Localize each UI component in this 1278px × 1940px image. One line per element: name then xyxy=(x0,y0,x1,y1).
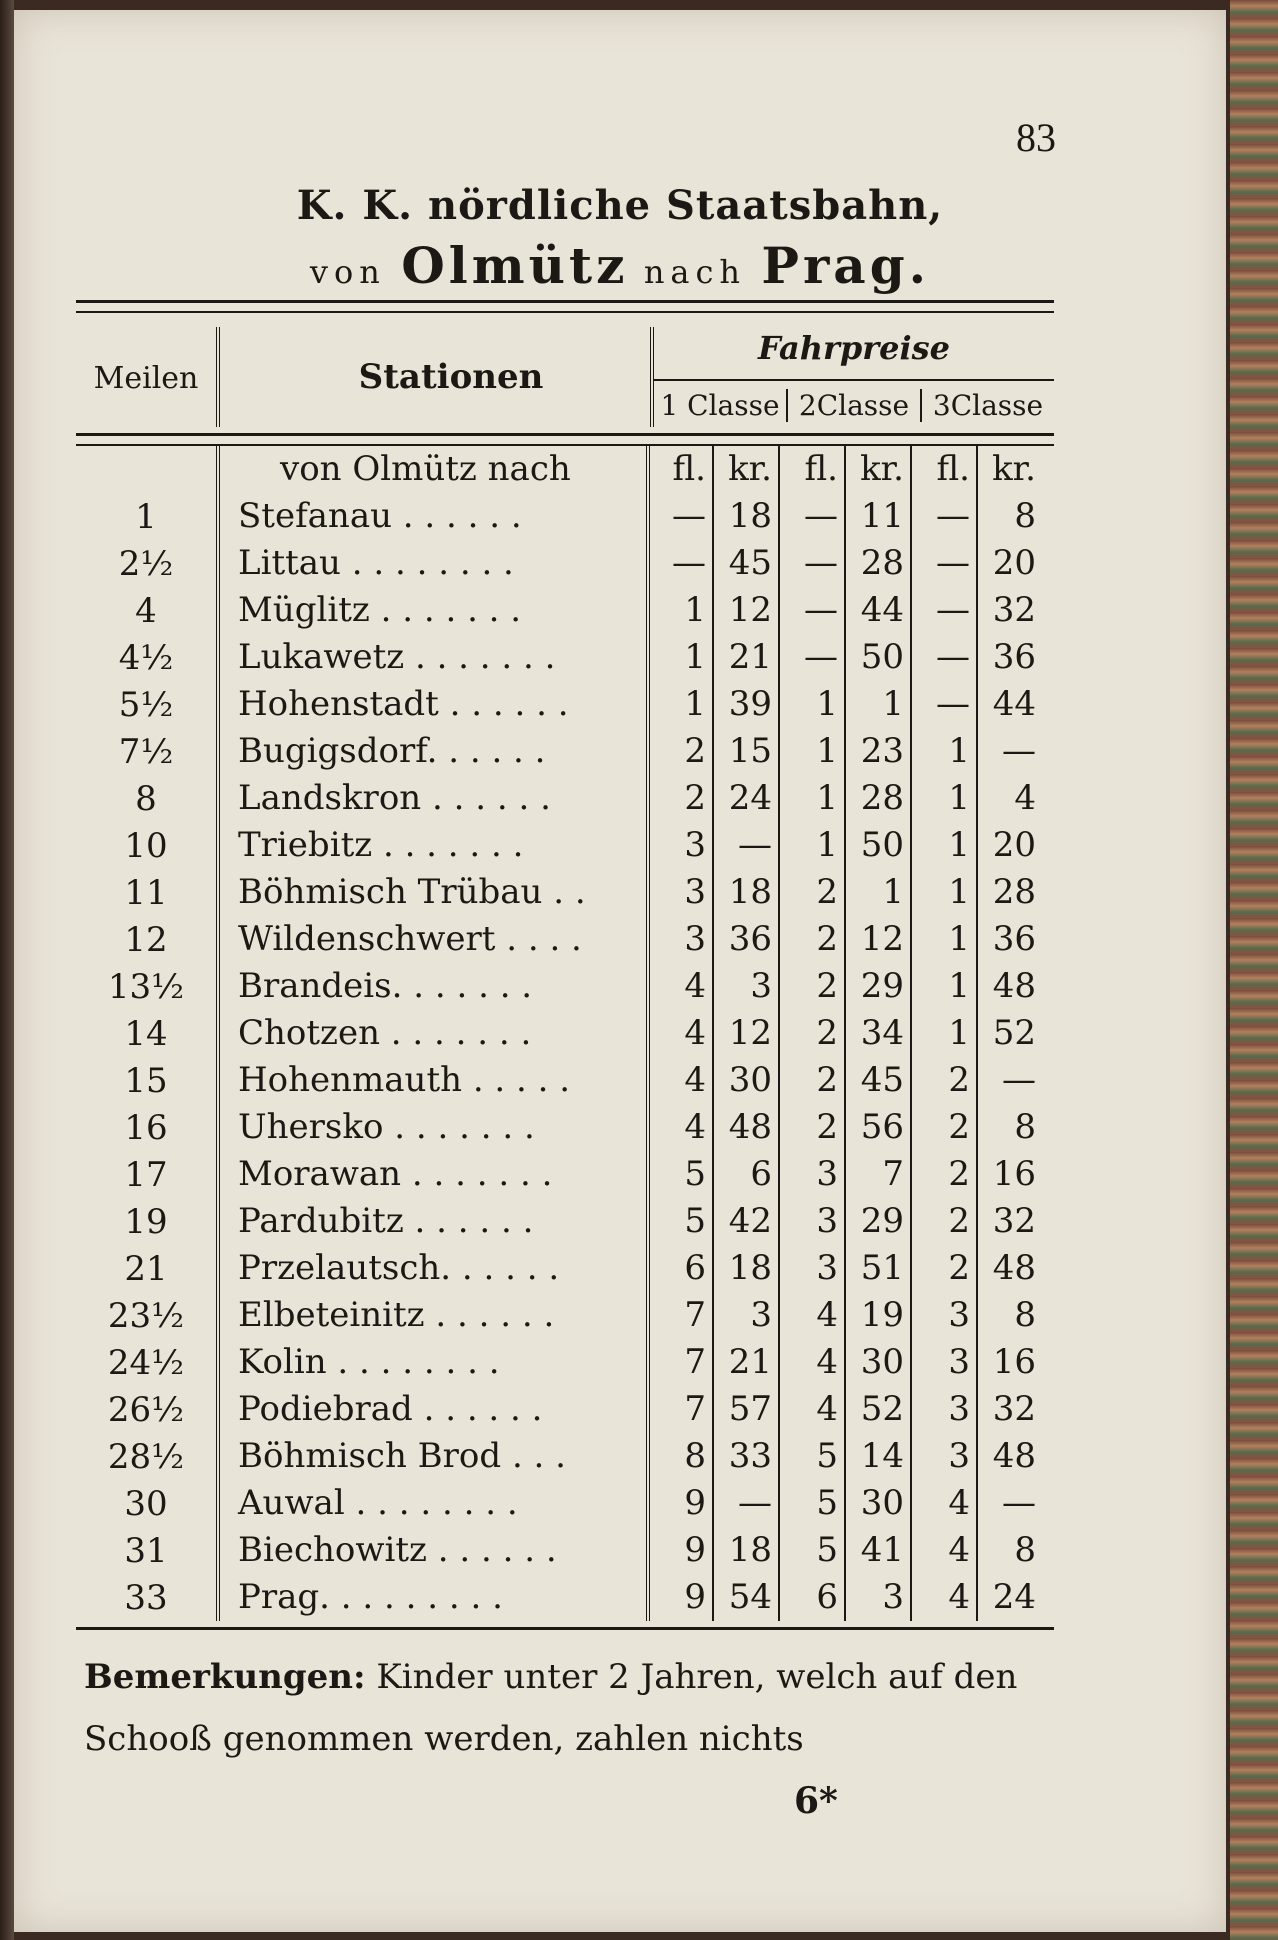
row-meilen: 4 xyxy=(135,590,157,631)
row-class1-kr: 42 xyxy=(712,1198,778,1245)
row-class1-kr: 36 xyxy=(712,916,778,963)
row-class2-kr: 1 xyxy=(844,869,910,916)
table-row xyxy=(76,1292,1054,1339)
row-class3-kr: 24 xyxy=(976,1574,1042,1621)
table-row xyxy=(76,634,1054,681)
row-station: Auwal . . . . . . . . xyxy=(216,1480,646,1527)
row-class3-kr: 52 xyxy=(976,1010,1042,1057)
row-class2-fl: 4 xyxy=(778,1339,844,1386)
row-meilen: 31 xyxy=(124,1530,168,1571)
row-class1-kr: 45 xyxy=(712,540,778,587)
subheader-fl: fl. xyxy=(910,446,976,493)
header-divider xyxy=(216,327,220,427)
header-class-3: 3Classe xyxy=(920,389,1054,422)
title-to: Prag. xyxy=(761,236,931,295)
row-class3-kr: — xyxy=(976,728,1042,775)
table-row xyxy=(76,775,1054,822)
row-class3-fl: 3 xyxy=(910,1292,976,1339)
subheader-fl: fl. xyxy=(646,446,712,493)
row-class1-kr: 15 xyxy=(712,728,778,775)
row-class2-kr: 1 xyxy=(844,681,910,728)
table-row xyxy=(76,869,1054,916)
row-meilen: 12 xyxy=(124,919,168,960)
row-class1-fl: 5 xyxy=(646,1151,712,1198)
row-class1-kr: 18 xyxy=(712,869,778,916)
row-class2-kr: 30 xyxy=(844,1339,910,1386)
table-row xyxy=(76,963,1054,1010)
table-subheader-row xyxy=(76,446,1054,493)
remarks-text: Kinder unter 2 Jahren, welch auf den Schooß genommen werden, zahlen nichts xyxy=(84,1657,1018,1759)
row-station: Morawan . . . . . . . xyxy=(216,1151,646,1198)
row-class1-fl: 5 xyxy=(646,1198,712,1245)
row-meilen: 10 xyxy=(124,825,168,866)
page-number: 83 xyxy=(1016,115,1056,160)
row-meilen: 33 xyxy=(124,1577,168,1618)
row-class1-kr: 6 xyxy=(712,1151,778,1198)
row-meilen: 15 xyxy=(124,1060,168,1101)
table-row xyxy=(76,1057,1054,1104)
book-page xyxy=(14,10,1226,1932)
row-meilen: 30 xyxy=(124,1483,168,1524)
row-station: Hohenstadt . . . . . . xyxy=(216,681,646,728)
table-header xyxy=(76,313,1054,433)
table-row xyxy=(76,1104,1054,1151)
row-class3-kr: 32 xyxy=(976,587,1042,634)
row-class1-fl: 8 xyxy=(646,1433,712,1480)
row-class3-fl: 3 xyxy=(910,1386,976,1433)
row-class3-fl: — xyxy=(910,681,976,728)
row-class1-fl: 1 xyxy=(646,634,712,681)
row-class3-kr: 36 xyxy=(976,634,1042,681)
row-class1-fl: 9 xyxy=(646,1527,712,1574)
row-meilen: 13½ xyxy=(107,966,185,1007)
row-class1-kr: 54 xyxy=(712,1574,778,1621)
row-class1-fl: 4 xyxy=(646,1057,712,1104)
row-class1-kr: — xyxy=(712,822,778,869)
row-class3-kr: 32 xyxy=(976,1386,1042,1433)
row-class1-fl: 9 xyxy=(646,1574,712,1621)
table-row xyxy=(76,728,1054,775)
row-class2-fl: — xyxy=(778,540,844,587)
row-class1-fl: 2 xyxy=(646,728,712,775)
title-line-1: K. K. nördliche Staatsbahn, xyxy=(296,182,944,229)
header-class-1: 1 Classe xyxy=(660,389,780,422)
row-class3-fl: 1 xyxy=(910,963,976,1010)
row-class2-fl: 2 xyxy=(778,963,844,1010)
row-meilen: 5½ xyxy=(118,684,174,725)
row-class3-kr: 4 xyxy=(976,775,1042,822)
row-class3-kr: 48 xyxy=(976,1433,1042,1480)
row-station: Bugigsdorf. . . . . . xyxy=(216,728,646,775)
row-class3-kr: 16 xyxy=(976,1151,1042,1198)
row-meilen: 26½ xyxy=(107,1389,185,1430)
subheader-kr: kr. xyxy=(844,446,910,493)
remarks-label: Bemerkungen: xyxy=(84,1657,366,1697)
row-meilen: 24½ xyxy=(107,1342,185,1383)
row-meilen: 4½ xyxy=(118,637,174,678)
row-class1-kr: — xyxy=(712,1480,778,1527)
row-class1-fl: — xyxy=(646,493,712,540)
row-class2-kr: 45 xyxy=(844,1057,910,1104)
row-class3-kr: 20 xyxy=(976,540,1042,587)
row-station: Podiebrad . . . . . . xyxy=(216,1386,646,1433)
row-class1-kr: 18 xyxy=(712,1245,778,1292)
row-station: Böhmisch Trübau . . xyxy=(216,869,646,916)
row-class2-kr: 50 xyxy=(844,634,910,681)
row-class1-kr: 3 xyxy=(712,1292,778,1339)
table-row xyxy=(76,1386,1054,1433)
row-class2-fl: 5 xyxy=(778,1527,844,1574)
row-class1-kr: 24 xyxy=(712,775,778,822)
table-row xyxy=(76,1433,1054,1480)
row-class1-fl: 7 xyxy=(646,1386,712,1433)
row-class1-fl: 4 xyxy=(646,1010,712,1057)
row-station: Pardubitz . . . . . . xyxy=(216,1198,646,1245)
row-class1-kr: 48 xyxy=(712,1104,778,1151)
table-row xyxy=(76,1527,1054,1574)
row-class2-fl: 2 xyxy=(778,1104,844,1151)
row-meilen: 17 xyxy=(124,1154,168,1195)
header-stationen: Stationen xyxy=(358,357,544,397)
row-class3-kr: — xyxy=(976,1480,1042,1527)
row-class2-fl: — xyxy=(778,493,844,540)
row-class2-kr: 7 xyxy=(844,1151,910,1198)
row-class2-kr: 44 xyxy=(844,587,910,634)
row-class1-kr: 3 xyxy=(712,963,778,1010)
subheader-kr: kr. xyxy=(976,446,1042,493)
row-class3-fl: 2 xyxy=(910,1245,976,1292)
book-edge-left xyxy=(0,0,14,1940)
row-class2-fl: 1 xyxy=(778,728,844,775)
row-class3-fl: 1 xyxy=(910,916,976,963)
row-meilen: 14 xyxy=(124,1013,168,1054)
row-class2-fl: 1 xyxy=(778,822,844,869)
row-class1-fl: 4 xyxy=(646,1104,712,1151)
row-class2-fl: 1 xyxy=(778,681,844,728)
row-class1-kr: 21 xyxy=(712,1339,778,1386)
row-class1-kr: 39 xyxy=(712,681,778,728)
table-bottom-rule xyxy=(76,1627,1054,1630)
row-class2-fl: 5 xyxy=(778,1480,844,1527)
row-class2-fl: 2 xyxy=(778,1010,844,1057)
row-station: Prag. . . . . . . . . xyxy=(216,1574,646,1621)
header-class-2: 2Classe xyxy=(786,389,920,422)
row-class3-fl: 3 xyxy=(910,1339,976,1386)
row-class3-fl: 1 xyxy=(910,822,976,869)
row-class2-kr: 52 xyxy=(844,1386,910,1433)
row-class3-fl: 4 xyxy=(910,1480,976,1527)
row-station: Uhersko . . . . . . . xyxy=(216,1104,646,1151)
row-class3-kr: 16 xyxy=(976,1339,1042,1386)
row-class2-fl: 4 xyxy=(778,1386,844,1433)
row-class3-kr: 8 xyxy=(976,1104,1042,1151)
row-station: Wildenschwert . . . . xyxy=(216,916,646,963)
row-class3-fl: 1 xyxy=(910,1010,976,1057)
row-station: Triebitz . . . . . . . xyxy=(216,822,646,869)
table-row xyxy=(76,540,1054,587)
row-station: Elbeteinitz . . . . . . xyxy=(216,1292,646,1339)
row-class1-kr: 21 xyxy=(712,634,778,681)
row-meilen: 23½ xyxy=(107,1295,185,1336)
book-edge-right xyxy=(1230,0,1278,1940)
header-fahrpreise: Fahrpreise xyxy=(758,329,950,367)
row-class2-kr: 28 xyxy=(844,540,910,587)
row-class1-fl: 7 xyxy=(646,1292,712,1339)
subheader-kr: kr. xyxy=(712,446,778,493)
row-class2-fl: 6 xyxy=(778,1574,844,1621)
row-class2-fl: 4 xyxy=(778,1292,844,1339)
row-class1-fl: 3 xyxy=(646,822,712,869)
row-meilen: 16 xyxy=(124,1107,168,1148)
row-class3-fl: 2 xyxy=(910,1151,976,1198)
row-class1-fl: 9 xyxy=(646,1480,712,1527)
row-class3-kr: 48 xyxy=(976,1245,1042,1292)
table-row xyxy=(76,1339,1054,1386)
table-body xyxy=(76,446,1054,1621)
row-class2-kr: 29 xyxy=(844,963,910,1010)
row-class1-kr: 18 xyxy=(712,493,778,540)
row-class1-kr: 30 xyxy=(712,1057,778,1104)
row-class2-fl: — xyxy=(778,634,844,681)
row-class2-kr: 19 xyxy=(844,1292,910,1339)
row-class2-kr: 23 xyxy=(844,728,910,775)
row-meilen: 19 xyxy=(124,1201,168,1242)
row-class2-kr: 50 xyxy=(844,822,910,869)
fare-table xyxy=(76,300,1054,1630)
table-row xyxy=(76,681,1054,728)
signature-mark: 6* xyxy=(794,1780,838,1822)
row-class2-kr: 56 xyxy=(844,1104,910,1151)
row-station: Littau . . . . . . . . xyxy=(216,540,646,587)
table-row xyxy=(76,1480,1054,1527)
row-class3-fl: — xyxy=(910,493,976,540)
row-class1-kr: 12 xyxy=(712,1010,778,1057)
header-fahrpreise-rule xyxy=(654,379,1054,381)
row-class2-kr: 12 xyxy=(844,916,910,963)
row-class1-kr: 12 xyxy=(712,587,778,634)
row-class2-fl: 2 xyxy=(778,1057,844,1104)
row-class2-kr: 51 xyxy=(844,1245,910,1292)
row-class3-fl: 3 xyxy=(910,1433,976,1480)
row-meilen: 21 xyxy=(124,1248,168,1289)
row-class3-fl: 2 xyxy=(910,1057,976,1104)
row-class1-fl: 1 xyxy=(646,681,712,728)
row-class1-fl: 3 xyxy=(646,916,712,963)
row-class3-kr: 8 xyxy=(976,1292,1042,1339)
row-class3-fl: 4 xyxy=(910,1527,976,1574)
table-row xyxy=(76,1010,1054,1057)
table-row xyxy=(76,1151,1054,1198)
row-station: Böhmisch Brod . . . xyxy=(216,1433,646,1480)
row-station: Müglitz . . . . . . . xyxy=(216,587,646,634)
row-meilen: 7½ xyxy=(118,731,174,772)
table-header-rule xyxy=(76,433,1054,446)
table-row xyxy=(76,493,1054,540)
row-class1-fl: — xyxy=(646,540,712,587)
subheader-station: von Olmütz nach xyxy=(216,446,646,493)
title-nach: nach xyxy=(643,253,747,291)
row-class2-kr: 11 xyxy=(844,493,910,540)
row-station: Przelautsch. . . . . . xyxy=(216,1245,646,1292)
row-class3-kr: — xyxy=(976,1057,1042,1104)
row-class1-kr: 18 xyxy=(712,1527,778,1574)
row-class2-fl: 2 xyxy=(778,869,844,916)
row-class1-fl: 6 xyxy=(646,1245,712,1292)
row-class1-fl: 4 xyxy=(646,963,712,1010)
row-class3-kr: 8 xyxy=(976,493,1042,540)
row-class3-fl: 2 xyxy=(910,1104,976,1151)
row-class3-fl: 4 xyxy=(910,1574,976,1621)
table-row xyxy=(76,822,1054,869)
row-class2-kr: 30 xyxy=(844,1480,910,1527)
header-meilen: Meilen xyxy=(93,361,199,396)
row-class2-kr: 34 xyxy=(844,1010,910,1057)
row-class1-fl: 3 xyxy=(646,869,712,916)
title-line-2 xyxy=(14,236,1226,295)
table-row xyxy=(76,916,1054,963)
row-class2-kr: 29 xyxy=(844,1198,910,1245)
row-station: Hohenmauth . . . . . xyxy=(216,1057,646,1104)
row-class1-fl: 2 xyxy=(646,775,712,822)
row-meilen: 2½ xyxy=(118,543,174,584)
table-row xyxy=(76,1245,1054,1292)
row-station: Stefanau . . . . . . xyxy=(216,493,646,540)
table-top-rule xyxy=(76,300,1054,313)
row-class3-fl: 1 xyxy=(910,869,976,916)
row-class1-kr: 33 xyxy=(712,1433,778,1480)
title-from: Olmütz xyxy=(401,236,629,295)
row-station: Kolin . . . . . . . . xyxy=(216,1339,646,1386)
row-meilen: 8 xyxy=(135,778,157,819)
subheader-fl: fl. xyxy=(778,446,844,493)
row-meilen: 1 xyxy=(135,496,157,537)
row-class3-kr: 32 xyxy=(976,1198,1042,1245)
row-class1-kr: 57 xyxy=(712,1386,778,1433)
table-row xyxy=(76,587,1054,634)
row-class3-fl: — xyxy=(910,587,976,634)
row-class3-fl: 2 xyxy=(910,1198,976,1245)
row-class3-kr: 28 xyxy=(976,869,1042,916)
row-class2-kr: 3 xyxy=(844,1574,910,1621)
row-class2-fl: 3 xyxy=(778,1198,844,1245)
row-class2-fl: 1 xyxy=(778,775,844,822)
row-class2-fl: — xyxy=(778,587,844,634)
row-class2-fl: 3 xyxy=(778,1245,844,1292)
row-class3-kr: 48 xyxy=(976,963,1042,1010)
row-station: Brandeis. . . . . . . xyxy=(216,963,646,1010)
row-class3-kr: 36 xyxy=(976,916,1042,963)
row-class3-kr: 44 xyxy=(976,681,1042,728)
row-station: Chotzen . . . . . . . xyxy=(216,1010,646,1057)
row-class3-kr: 8 xyxy=(976,1527,1042,1574)
table-row xyxy=(76,1574,1054,1621)
table-row xyxy=(76,1198,1054,1245)
row-class2-fl: 3 xyxy=(778,1151,844,1198)
row-class3-fl: 1 xyxy=(910,728,976,775)
row-station: Biechowitz . . . . . . xyxy=(216,1527,646,1574)
row-class3-fl: — xyxy=(910,634,976,681)
row-class3-fl: 1 xyxy=(910,775,976,822)
row-class2-fl: 2 xyxy=(778,916,844,963)
row-class2-fl: 5 xyxy=(778,1433,844,1480)
row-class1-fl: 7 xyxy=(646,1339,712,1386)
row-station: Lukawetz . . . . . . . xyxy=(216,634,646,681)
row-class2-kr: 14 xyxy=(844,1433,910,1480)
row-class2-kr: 41 xyxy=(844,1527,910,1574)
row-meilen: 28½ xyxy=(107,1436,185,1477)
row-class3-fl: — xyxy=(910,540,976,587)
remarks xyxy=(84,1646,1054,1770)
row-class1-fl: 1 xyxy=(646,587,712,634)
row-station: Landskron . . . . . . xyxy=(216,775,646,822)
row-class3-kr: 20 xyxy=(976,822,1042,869)
title-von: von xyxy=(309,253,386,291)
row-class2-kr: 28 xyxy=(844,775,910,822)
header-classes xyxy=(654,389,1054,422)
row-meilen: 11 xyxy=(124,872,168,913)
